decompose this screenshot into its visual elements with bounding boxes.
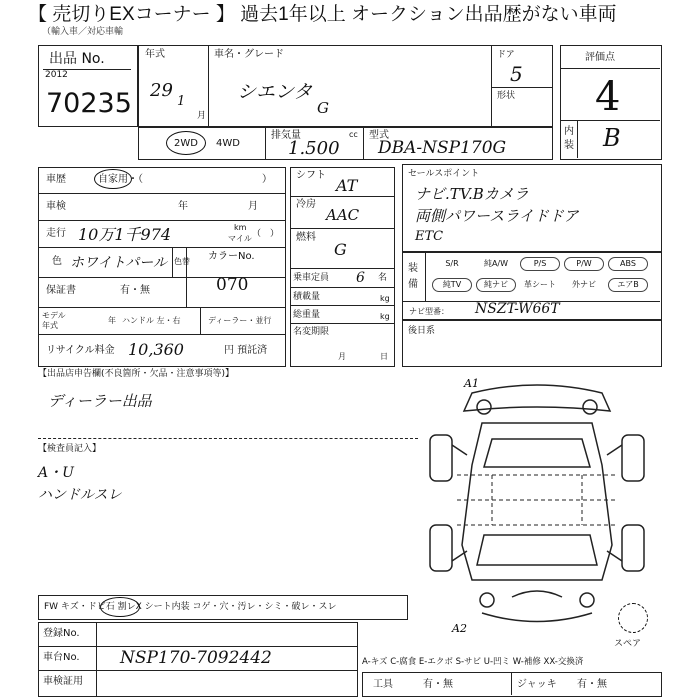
load-unit: kg <box>380 294 390 303</box>
equip-aftermarket-navi: 外ナビ <box>572 280 596 289</box>
color-code-label: カラーNo. <box>208 251 255 262</box>
equip-alloy-wheels: 純A/W <box>483 259 509 268</box>
spare-label: スペア <box>614 639 642 649</box>
cut-text: （輸入車／対応車輸 <box>42 27 124 37</box>
chassis-label: 車台No. <box>43 652 80 663</box>
color-change-label: 色替 <box>174 257 190 266</box>
inspection-label: 車検 <box>46 201 66 212</box>
rating-label: 評価点 <box>585 52 615 63</box>
interior-score: B <box>603 124 621 152</box>
mileage-unit-km: km <box>234 223 247 232</box>
sales-points-line2: 両側パワースライドドア <box>415 207 579 225</box>
damage-codes-row <box>38 595 408 620</box>
navi-model-label: ナビ型番： <box>409 307 449 316</box>
jack-value: 有・無 <box>577 679 607 690</box>
registration-label: 登録No. <box>43 628 80 639</box>
equip-power-steering: P/S <box>520 257 560 271</box>
shift-value: AT <box>336 176 358 195</box>
inspector-line2: ハンドルスレ <box>38 487 122 503</box>
lot-year-tag: 2012 <box>45 70 68 80</box>
mileage-paren: （ ） <box>252 229 280 239</box>
ac-value: AAC <box>326 206 360 224</box>
weight-label: 総重量 <box>293 310 321 320</box>
tools-jack-row <box>362 672 662 697</box>
fuel-label: 燃料 <box>296 232 316 243</box>
equip-factory-tv: 純TV <box>432 278 472 292</box>
chassis-value: NSP170-7092442 <box>120 648 272 668</box>
damage-legend: A-キズ C-腐食 E-エクボ S-サビ U-凹ミ W-補修 XX-交換済 <box>362 657 584 667</box>
equip-factory-navi: 純ナビ <box>476 278 516 292</box>
equip-airbag: エアB <box>608 278 648 292</box>
model-month-value: 1 <box>177 94 186 109</box>
model-year-value: 29 <box>150 80 173 101</box>
color-value: ホワイトパール <box>70 255 168 271</box>
capacity-value: 6 <box>356 270 365 286</box>
navi-model-value: NSZT-W66T <box>475 301 560 317</box>
color-code-value: 070 <box>216 275 249 295</box>
after-market-label: 後日系 <box>408 326 436 336</box>
reg-expiry-day: 日 <box>380 352 388 361</box>
reg-expiry-label: 名変期限 <box>293 327 330 337</box>
inspector-line1: A・U <box>38 465 74 481</box>
color-label: 色 <box>52 256 62 267</box>
drive-4wd: 4WD <box>216 138 240 149</box>
equip-sr: S/R <box>445 259 459 268</box>
model-row-handle: ハンドル 左・右 <box>122 316 181 325</box>
car-grade-value: G <box>317 99 329 117</box>
recycle-label: リサイクル料金 <box>46 345 115 356</box>
capacity-unit: 名 <box>378 273 388 283</box>
ac-label: 冷房 <box>296 199 316 210</box>
interior-label-1: 内 <box>564 126 574 137</box>
history-close: ） <box>262 174 272 185</box>
banner-text: 【 売切りEXコーナー 】 過去1年以上 オークション出品歴がない車両 <box>28 4 617 25</box>
jack-label: ジャッキ <box>517 679 557 690</box>
warranty-value: 有・無 <box>120 285 150 296</box>
damage-codes-text: FW キズ・ドビ石 割レX シート内装 コゲ・穴・汚レ・シミ・破レ・スレ <box>44 602 337 612</box>
rear-mark: A2 <box>452 622 467 635</box>
recycle-unit: 円 預託済 <box>224 345 268 356</box>
model-month-unit: 月 <box>197 111 207 121</box>
rating-score: 4 <box>595 74 621 120</box>
recycle-value: 10,360 <box>128 340 184 359</box>
equip-abs: ABS <box>608 257 648 271</box>
fuel-value: G <box>334 240 347 259</box>
rating-box <box>560 45 662 160</box>
after-market-box <box>402 320 662 367</box>
car-name-value: シエンタ <box>237 81 313 103</box>
shape-label: 形状 <box>497 91 516 101</box>
lot-number: 70235 <box>46 88 132 119</box>
shift-label: シフト <box>296 170 326 181</box>
car-name-label: 車名・グレード <box>214 49 284 60</box>
displacement-value: 1.500 <box>288 138 340 159</box>
history-label: 車歴 <box>46 174 66 185</box>
reg-expiry-month: 月 <box>338 352 346 361</box>
interior-label-2: 装 <box>564 140 574 151</box>
doors-label: ドア <box>497 50 515 60</box>
model-code-label: 型式 <box>369 130 389 141</box>
sales-points-label: セールスポイント <box>408 169 480 179</box>
load-label: 積載量 <box>293 292 321 302</box>
inspection-month: 月 <box>248 201 258 212</box>
capacity-label: 乗車定員 <box>293 273 330 283</box>
model-year-label: 年式 <box>145 49 165 60</box>
displacement-label: 排気量 <box>271 130 301 141</box>
stone-chip-mark <box>100 597 140 617</box>
tools-label: 工具 <box>373 679 393 690</box>
declaration-text: ディーラー出品 <box>48 392 152 410</box>
front-mark: A1 <box>464 377 479 390</box>
doors-value: 5 <box>510 62 523 86</box>
proof-label: 車検証用 <box>43 676 83 687</box>
lot-number-box <box>38 45 138 127</box>
weight-unit: kg <box>380 312 390 321</box>
equipment-label-2: 備 <box>408 279 418 290</box>
history-value: 自家用・（ <box>98 174 143 185</box>
drive-selected-mark <box>166 131 206 155</box>
sales-points-line1: ナビ.TV.Bカメラ <box>415 185 529 203</box>
equip-power-windows: P/W <box>564 257 604 271</box>
sales-points-line3: ETC <box>415 229 444 244</box>
equipment-label-1: 装 <box>408 263 418 274</box>
mileage-label: 走行 <box>46 228 66 239</box>
inspector-label: 【検査員記入】 <box>38 444 102 454</box>
history-selected-mark <box>94 169 132 189</box>
declaration-label: 【出品店申告欄(不良箇所・欠品・注意事項等)】 <box>38 369 235 379</box>
lot-label: 出品 No. <box>49 51 105 67</box>
tools-value: 有・無 <box>423 679 453 690</box>
model-row-year: 年 <box>108 316 116 325</box>
warranty-label: 保証書 <box>46 285 76 296</box>
sales-points-box <box>402 164 662 252</box>
model-row-label-2: 年式 <box>42 321 58 330</box>
displacement-unit: cc <box>349 130 358 139</box>
model-code-value: DBA-NSP170G <box>378 138 507 158</box>
drive-2wd: 2WD <box>174 138 198 149</box>
inspection-year: 年 <box>178 201 188 212</box>
model-row-label-1: モデル <box>42 311 66 320</box>
model-row-dealer: ディーラー・並行 <box>208 316 272 325</box>
spare-tire-icon <box>618 603 648 633</box>
mileage-unit-mile: マイル <box>228 234 252 243</box>
car-damage-diagram <box>412 375 662 635</box>
equip-leather-seats: 革シート <box>524 280 556 289</box>
mileage-value: 10万1千974 <box>78 225 172 244</box>
